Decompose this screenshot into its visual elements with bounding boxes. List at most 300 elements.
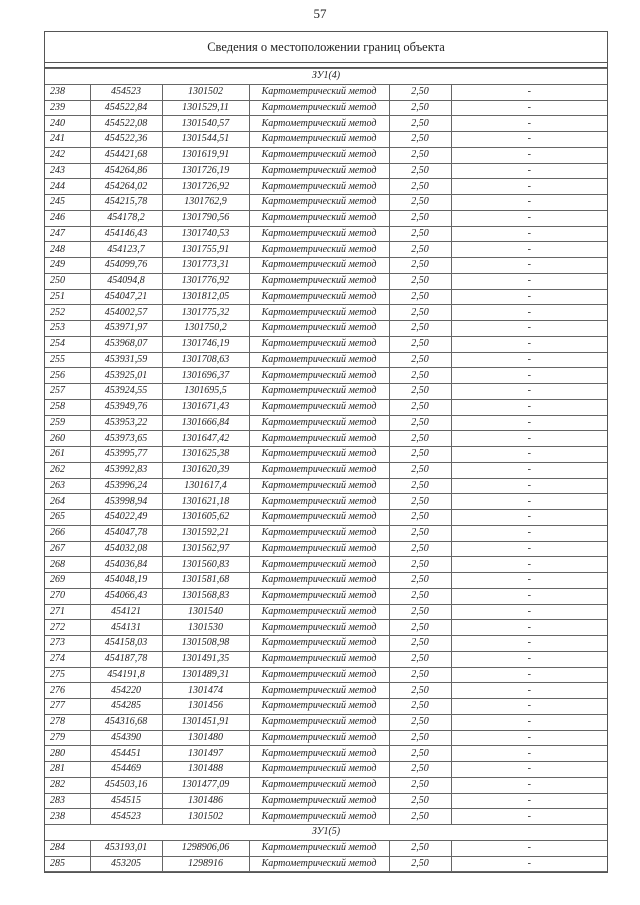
table-row xyxy=(45,573,607,589)
method-cell: Картометрический метод xyxy=(249,415,389,431)
description-cell: - xyxy=(451,557,607,573)
y-coordinate-cell: 1301451,91 xyxy=(162,714,249,730)
description-cell: - xyxy=(451,305,607,321)
method-cell: Картометрический метод xyxy=(249,84,389,100)
description-cell: - xyxy=(451,683,607,699)
table-row xyxy=(45,651,607,667)
method-cell: Картометрический метод xyxy=(249,620,389,636)
y-coordinate-cell: 1301666,84 xyxy=(162,415,249,431)
description-cell: - xyxy=(451,573,607,589)
description-cell: - xyxy=(451,273,607,289)
accuracy-cell: 2,50 xyxy=(389,762,451,778)
method-cell: Картометрический метод xyxy=(249,368,389,384)
y-coordinate-cell: 1301592,21 xyxy=(162,525,249,541)
method-cell: Картометрический метод xyxy=(249,321,389,337)
description-cell: - xyxy=(451,84,607,100)
method-cell: Картометрический метод xyxy=(249,305,389,321)
accuracy-cell: 2,50 xyxy=(389,258,451,274)
table-row xyxy=(45,462,607,478)
accuracy-cell: 2,50 xyxy=(389,210,451,226)
description-cell: - xyxy=(451,604,607,620)
method-cell: Картометрический метод xyxy=(249,573,389,589)
description-cell: - xyxy=(451,132,607,148)
method-cell: Картометрический метод xyxy=(249,667,389,683)
accuracy-cell: 2,50 xyxy=(389,856,451,872)
x-coordinate-cell: 453992,83 xyxy=(90,462,162,478)
x-coordinate-cell: 453995,77 xyxy=(90,447,162,463)
method-cell: Картометрический метод xyxy=(249,352,389,368)
method-cell: Картометрический метод xyxy=(249,462,389,478)
method-cell: Картометрический метод xyxy=(249,384,389,400)
y-coordinate-cell: 1301708,63 xyxy=(162,352,249,368)
table-row xyxy=(45,431,607,447)
y-coordinate-cell: 1301696,37 xyxy=(162,368,249,384)
y-coordinate-cell: 1301773,31 xyxy=(162,258,249,274)
x-coordinate-cell: 454523 xyxy=(90,809,162,825)
table-row xyxy=(45,667,607,683)
point-number-cell: 274 xyxy=(45,651,90,667)
y-coordinate-cell: 1301540 xyxy=(162,604,249,620)
y-coordinate-cell: 1301726,92 xyxy=(162,179,249,195)
x-coordinate-cell: 454523 xyxy=(90,84,162,100)
point-number-cell: 280 xyxy=(45,746,90,762)
description-cell: - xyxy=(451,494,607,510)
y-coordinate-cell: 1301502 xyxy=(162,809,249,825)
point-number-cell: 266 xyxy=(45,525,90,541)
table-row xyxy=(45,809,607,825)
x-coordinate-cell: 454048,19 xyxy=(90,573,162,589)
accuracy-cell: 2,50 xyxy=(389,620,451,636)
x-coordinate-cell: 454123,7 xyxy=(90,242,162,258)
x-coordinate-cell: 454451 xyxy=(90,746,162,762)
method-cell: Картометрический метод xyxy=(249,777,389,793)
x-coordinate-cell: 454264,02 xyxy=(90,179,162,195)
point-number-cell: 262 xyxy=(45,462,90,478)
table-row xyxy=(45,147,607,163)
y-coordinate-cell: 1301726,19 xyxy=(162,163,249,179)
table-row xyxy=(45,604,607,620)
point-number-cell: 250 xyxy=(45,273,90,289)
method-cell: Картометрический метод xyxy=(249,210,389,226)
table-row xyxy=(45,258,607,274)
x-coordinate-cell: 454390 xyxy=(90,730,162,746)
y-coordinate-cell: 1301486 xyxy=(162,793,249,809)
x-coordinate-cell: 454036,84 xyxy=(90,557,162,573)
table-row xyxy=(45,762,607,778)
y-coordinate-cell: 1301488 xyxy=(162,762,249,778)
table-row xyxy=(45,210,607,226)
coordinates-table-frame xyxy=(44,31,608,873)
accuracy-cell: 2,50 xyxy=(389,588,451,604)
method-cell: Картометрический метод xyxy=(249,399,389,415)
y-coordinate-cell: 1301502 xyxy=(162,84,249,100)
table-row xyxy=(45,557,607,573)
method-cell: Картометрический метод xyxy=(249,494,389,510)
point-number-cell: 277 xyxy=(45,699,90,715)
point-number-cell: 279 xyxy=(45,730,90,746)
method-cell: Картометрический метод xyxy=(249,289,389,305)
method-cell: Картометрический метод xyxy=(249,195,389,211)
method-cell: Картометрический метод xyxy=(249,226,389,242)
point-number-cell: 258 xyxy=(45,399,90,415)
accuracy-cell: 2,50 xyxy=(389,100,451,116)
x-coordinate-cell: 454121 xyxy=(90,604,162,620)
method-cell: Картометрический метод xyxy=(249,431,389,447)
y-coordinate-cell: 1301695,5 xyxy=(162,384,249,400)
y-coordinate-cell: 1301740,53 xyxy=(162,226,249,242)
x-coordinate-cell: 454022,49 xyxy=(90,510,162,526)
table-row xyxy=(45,305,607,321)
y-coordinate-cell: 1301456 xyxy=(162,699,249,715)
table-row xyxy=(45,273,607,289)
method-cell: Картометрический метод xyxy=(249,809,389,825)
page-number: 57 xyxy=(313,6,327,21)
x-coordinate-cell: 453924,55 xyxy=(90,384,162,400)
accuracy-cell: 2,50 xyxy=(389,415,451,431)
x-coordinate-cell: 453998,94 xyxy=(90,494,162,510)
point-number-cell: 259 xyxy=(45,415,90,431)
point-number-cell: 276 xyxy=(45,683,90,699)
description-cell: - xyxy=(451,447,607,463)
accuracy-cell: 2,50 xyxy=(389,636,451,652)
point-number-cell: 243 xyxy=(45,163,90,179)
table-row xyxy=(45,793,607,809)
method-cell: Картометрический метод xyxy=(249,336,389,352)
y-coordinate-cell: 1301746,19 xyxy=(162,336,249,352)
point-number-cell: 254 xyxy=(45,336,90,352)
x-coordinate-cell: 454066,43 xyxy=(90,588,162,604)
description-cell: - xyxy=(451,210,607,226)
table-row xyxy=(45,289,607,305)
accuracy-cell: 2,50 xyxy=(389,793,451,809)
method-cell: Картометрический метод xyxy=(249,714,389,730)
method-cell: Картометрический метод xyxy=(249,588,389,604)
description-cell: - xyxy=(451,100,607,116)
description-cell: - xyxy=(451,856,607,872)
y-coordinate-cell: 1301775,32 xyxy=(162,305,249,321)
x-coordinate-cell: 454503,16 xyxy=(90,777,162,793)
point-number-cell: 239 xyxy=(45,100,90,116)
table-row xyxy=(45,100,607,116)
table-row xyxy=(45,856,607,872)
description-cell: - xyxy=(451,746,607,762)
method-cell: Картометрический метод xyxy=(249,163,389,179)
x-coordinate-cell: 453996,24 xyxy=(90,478,162,494)
description-cell: - xyxy=(451,147,607,163)
accuracy-cell: 2,50 xyxy=(389,368,451,384)
point-number-cell: 238 xyxy=(45,809,90,825)
method-cell: Картометрический метод xyxy=(249,651,389,667)
x-coordinate-cell: 454522,36 xyxy=(90,132,162,148)
accuracy-cell: 2,50 xyxy=(389,573,451,589)
accuracy-cell: 2,50 xyxy=(389,478,451,494)
y-coordinate-cell: 1301581,68 xyxy=(162,573,249,589)
description-cell: - xyxy=(451,116,607,132)
y-coordinate-cell: 1301617,4 xyxy=(162,478,249,494)
accuracy-cell: 2,50 xyxy=(389,651,451,667)
method-cell: Картометрический метод xyxy=(249,699,389,715)
description-cell: - xyxy=(451,714,607,730)
table-row xyxy=(45,399,607,415)
table-row xyxy=(45,746,607,762)
point-number-cell: 273 xyxy=(45,636,90,652)
table-row xyxy=(45,415,607,431)
table-row xyxy=(45,683,607,699)
coordinates-table xyxy=(45,68,607,872)
point-number-cell: 275 xyxy=(45,667,90,683)
description-cell: - xyxy=(451,352,607,368)
method-cell: Картометрический метод xyxy=(249,510,389,526)
description-cell: - xyxy=(451,242,607,258)
y-coordinate-cell: 1301508,98 xyxy=(162,636,249,652)
accuracy-cell: 2,50 xyxy=(389,352,451,368)
accuracy-cell: 2,50 xyxy=(389,147,451,163)
y-coordinate-cell: 1301619,91 xyxy=(162,147,249,163)
y-coordinate-cell: 1301560,83 xyxy=(162,557,249,573)
accuracy-cell: 2,50 xyxy=(389,336,451,352)
x-coordinate-cell: 454191,8 xyxy=(90,667,162,683)
y-coordinate-cell: 1301530 xyxy=(162,620,249,636)
accuracy-cell: 2,50 xyxy=(389,305,451,321)
accuracy-cell: 2,50 xyxy=(389,462,451,478)
accuracy-cell: 2,50 xyxy=(389,179,451,195)
description-cell: - xyxy=(451,399,607,415)
table-row xyxy=(45,714,607,730)
accuracy-cell: 2,50 xyxy=(389,384,451,400)
description-cell: - xyxy=(451,762,607,778)
point-number-cell: 268 xyxy=(45,557,90,573)
table-row xyxy=(45,352,607,368)
method-cell: Картометрический метод xyxy=(249,762,389,778)
point-number-cell: 270 xyxy=(45,588,90,604)
method-cell: Картометрический метод xyxy=(249,116,389,132)
y-coordinate-cell: 1301647,42 xyxy=(162,431,249,447)
point-number-cell: 251 xyxy=(45,289,90,305)
accuracy-cell: 2,50 xyxy=(389,84,451,100)
accuracy-cell: 2,50 xyxy=(389,242,451,258)
accuracy-cell: 2,50 xyxy=(389,289,451,305)
section-header-row xyxy=(45,69,607,85)
y-coordinate-cell: 1298916 xyxy=(162,856,249,872)
description-cell: - xyxy=(451,289,607,305)
y-coordinate-cell: 1301491,35 xyxy=(162,651,249,667)
method-cell: Картометрический метод xyxy=(249,273,389,289)
x-coordinate-cell: 454515 xyxy=(90,793,162,809)
method-cell: Картометрический метод xyxy=(249,525,389,541)
point-number-cell: 252 xyxy=(45,305,90,321)
y-coordinate-cell: 1301776,92 xyxy=(162,273,249,289)
accuracy-cell: 2,50 xyxy=(389,116,451,132)
accuracy-cell: 2,50 xyxy=(389,494,451,510)
x-coordinate-cell: 454220 xyxy=(90,683,162,699)
x-coordinate-cell: 453193,01 xyxy=(90,840,162,856)
accuracy-cell: 2,50 xyxy=(389,163,451,179)
method-cell: Картометрический метод xyxy=(249,746,389,762)
y-coordinate-cell: 1301755,91 xyxy=(162,242,249,258)
y-coordinate-cell: 1301762,9 xyxy=(162,195,249,211)
accuracy-cell: 2,50 xyxy=(389,557,451,573)
accuracy-cell: 2,50 xyxy=(389,525,451,541)
point-number-cell: 271 xyxy=(45,604,90,620)
description-cell: - xyxy=(451,336,607,352)
y-coordinate-cell: 1301529,11 xyxy=(162,100,249,116)
description-cell: - xyxy=(451,525,607,541)
table-row xyxy=(45,777,607,793)
x-coordinate-cell: 454094,8 xyxy=(90,273,162,289)
y-coordinate-cell: 1301544,51 xyxy=(162,132,249,148)
table-row xyxy=(45,163,607,179)
point-number-cell: 246 xyxy=(45,210,90,226)
accuracy-cell: 2,50 xyxy=(389,809,451,825)
y-coordinate-cell: 1301480 xyxy=(162,730,249,746)
y-coordinate-cell: 1301621,18 xyxy=(162,494,249,510)
section-header-row xyxy=(45,825,607,841)
y-coordinate-cell: 1301540,57 xyxy=(162,116,249,132)
x-coordinate-cell: 453973,65 xyxy=(90,431,162,447)
accuracy-cell: 2,50 xyxy=(389,746,451,762)
table-row xyxy=(45,84,607,100)
table-row xyxy=(45,840,607,856)
x-coordinate-cell: 454146,43 xyxy=(90,226,162,242)
x-coordinate-cell: 454285 xyxy=(90,699,162,715)
section-label: ЗУ1(4) xyxy=(45,69,607,85)
x-coordinate-cell: 454032,08 xyxy=(90,541,162,557)
table-row xyxy=(45,541,607,557)
point-number-cell: 282 xyxy=(45,777,90,793)
description-cell: - xyxy=(451,793,607,809)
description-cell: - xyxy=(451,384,607,400)
description-cell: - xyxy=(451,321,607,337)
accuracy-cell: 2,50 xyxy=(389,683,451,699)
accuracy-cell: 2,50 xyxy=(389,321,451,337)
table-row xyxy=(45,242,607,258)
x-coordinate-cell: 453949,76 xyxy=(90,399,162,415)
x-coordinate-cell: 453968,07 xyxy=(90,336,162,352)
point-number-cell: 244 xyxy=(45,179,90,195)
point-number-cell: 242 xyxy=(45,147,90,163)
description-cell: - xyxy=(451,699,607,715)
table-row xyxy=(45,447,607,463)
point-number-cell: 285 xyxy=(45,856,90,872)
accuracy-cell: 2,50 xyxy=(389,447,451,463)
table-row xyxy=(45,116,607,132)
x-coordinate-cell: 454047,21 xyxy=(90,289,162,305)
method-cell: Картометрический метод xyxy=(249,730,389,746)
coordinates-table-body xyxy=(45,69,607,872)
method-cell: Картометрический метод xyxy=(249,856,389,872)
table-row xyxy=(45,588,607,604)
y-coordinate-cell: 1301477,09 xyxy=(162,777,249,793)
description-cell: - xyxy=(451,163,607,179)
method-cell: Картометрический метод xyxy=(249,636,389,652)
method-cell: Картометрический метод xyxy=(249,100,389,116)
method-cell: Картометрический метод xyxy=(249,683,389,699)
description-cell: - xyxy=(451,636,607,652)
method-cell: Картометрический метод xyxy=(249,557,389,573)
method-cell: Картометрический метод xyxy=(249,840,389,856)
point-number-cell: 278 xyxy=(45,714,90,730)
point-number-cell: 240 xyxy=(45,116,90,132)
x-coordinate-cell: 453953,22 xyxy=(90,415,162,431)
table-row xyxy=(45,368,607,384)
point-number-cell: 269 xyxy=(45,573,90,589)
accuracy-cell: 2,50 xyxy=(389,510,451,526)
method-cell: Картометрический метод xyxy=(249,478,389,494)
description-cell: - xyxy=(451,730,607,746)
accuracy-cell: 2,50 xyxy=(389,604,451,620)
table-row xyxy=(45,179,607,195)
description-cell: - xyxy=(451,258,607,274)
point-number-cell: 265 xyxy=(45,510,90,526)
x-coordinate-cell: 454522,84 xyxy=(90,100,162,116)
table-row xyxy=(45,195,607,211)
description-cell: - xyxy=(451,195,607,211)
method-cell: Картометрический метод xyxy=(249,132,389,148)
description-cell: - xyxy=(451,431,607,447)
method-cell: Картометрический метод xyxy=(249,447,389,463)
x-coordinate-cell: 454187,78 xyxy=(90,651,162,667)
accuracy-cell: 2,50 xyxy=(389,699,451,715)
x-coordinate-cell: 454178,2 xyxy=(90,210,162,226)
accuracy-cell: 2,50 xyxy=(389,840,451,856)
y-coordinate-cell: 1301497 xyxy=(162,746,249,762)
table-row xyxy=(45,494,607,510)
x-coordinate-cell: 454264,86 xyxy=(90,163,162,179)
description-cell: - xyxy=(451,226,607,242)
method-cell: Картометрический метод xyxy=(249,258,389,274)
description-cell: - xyxy=(451,541,607,557)
x-coordinate-cell: 454522,08 xyxy=(90,116,162,132)
method-cell: Картометрический метод xyxy=(249,179,389,195)
table-row xyxy=(45,384,607,400)
description-cell: - xyxy=(451,809,607,825)
table-row xyxy=(45,699,607,715)
description-cell: - xyxy=(451,368,607,384)
method-cell: Картометрический метод xyxy=(249,242,389,258)
table-row xyxy=(45,510,607,526)
description-cell: - xyxy=(451,510,607,526)
x-coordinate-cell: 453925,01 xyxy=(90,368,162,384)
x-coordinate-cell: 453971,97 xyxy=(90,321,162,337)
x-coordinate-cell: 454047,78 xyxy=(90,525,162,541)
table-row xyxy=(45,478,607,494)
point-number-cell: 283 xyxy=(45,793,90,809)
description-cell: - xyxy=(451,478,607,494)
accuracy-cell: 2,50 xyxy=(389,226,451,242)
x-coordinate-cell: 454158,03 xyxy=(90,636,162,652)
description-cell: - xyxy=(451,620,607,636)
accuracy-cell: 2,50 xyxy=(389,541,451,557)
accuracy-cell: 2,50 xyxy=(389,431,451,447)
method-cell: Картометрический метод xyxy=(249,541,389,557)
description-cell: - xyxy=(451,415,607,431)
point-number-cell: 260 xyxy=(45,431,90,447)
accuracy-cell: 2,50 xyxy=(389,667,451,683)
method-cell: Картометрический метод xyxy=(249,604,389,620)
table-row xyxy=(45,525,607,541)
x-coordinate-cell: 453931,59 xyxy=(90,352,162,368)
y-coordinate-cell: 1301625,38 xyxy=(162,447,249,463)
table-row xyxy=(45,336,607,352)
y-coordinate-cell: 1301790,56 xyxy=(162,210,249,226)
y-coordinate-cell: 1301750,2 xyxy=(162,321,249,337)
accuracy-cell: 2,50 xyxy=(389,132,451,148)
table-row xyxy=(45,132,607,148)
method-cell: Картометрический метод xyxy=(249,793,389,809)
description-cell: - xyxy=(451,179,607,195)
point-number-cell: 284 xyxy=(45,840,90,856)
x-coordinate-cell: 453205 xyxy=(90,856,162,872)
